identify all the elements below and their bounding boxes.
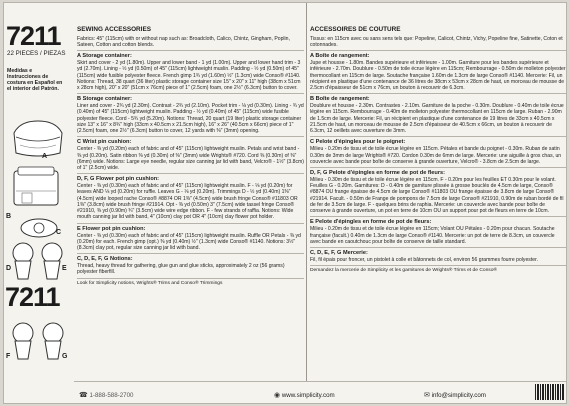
section-title: A Storage container: xyxy=(77,53,132,60)
section-text: Doublure et housse - 2.30m. Contrastes - 2.10m. Garniture de la poche - 0.30m. Doublure - 0.40m de toile écrue légère en 115cm. Rembourrage - 0.40m de molleton polyester thermocollant en 115cm de large. Ruban - 2.90m de 1.5cm de large. Mercerie: Fil, un récipient en plastique d'une contenance de 19 litres de 33cm x 40.5cm x 21.5cm de haut, un morceau de mousse de 2.5cm d'épaisseur de 40.5cm x 66cm, un bouton à recouvrir de 6.3cm, 12 oeillets avec ouverture de 3mm. xyxy=(310,103,564,135)
section-title: D, F, G Pelote d'épingles en forme de pot de fleurs: xyxy=(310,170,445,177)
french-heading: ACCESSOIRES DE COUTURE xyxy=(310,26,401,33)
section-text: Thread, heavy thread for gathering, glue gun and glue sticks, approximately 2 oz (56 grams) polyester fiberfill. xyxy=(77,263,285,276)
french-fabrics: Tissus: en 115cm avec ou sans sens tels que: Popeline, Calicot, Chintz, Vichy, Popeline fine, Satinette, Coton et cotonnades. xyxy=(310,36,566,52)
section-title: C, D, E, F, G Mercerie: xyxy=(310,250,368,257)
figure-b-storage-container-illustration xyxy=(8,163,64,213)
figure-label-a: A xyxy=(42,153,48,160)
section-text: Milieu - 0.20m de tissu et de toile écrue légère en 115cm. Pétales et bande du poignet - 0.30m. Ruban de satin 0.30m de 3mm de large Wrights® #720. Cordon 0.30m de 6mm de large. Mercerie: une aiguille à gros chas, un couvercle avec bande pour boîte de conserve à grande ouverture, Velcro® - 3.8cm de 2.5cm de large. xyxy=(310,146,562,165)
english-fabrics: Fabrics: 45" (115cm) with or without nap such as: Broadcloth, Calico, Chintz, Gingham, Poplin, Sateen, Cotton and cotton blends. xyxy=(77,36,304,52)
pattern-number-repeat: 7211 xyxy=(5,282,60,312)
section-title: C, D, E, F, G Notions: xyxy=(77,256,133,263)
english-section-notions xyxy=(77,256,304,278)
section-text: Fil, fil épais pour froncer, un pistolet à colle et bâtonnets de col, environ 56 grammes fourre polyester. xyxy=(310,256,538,263)
section-title: E Flower pot pin cushion: xyxy=(77,225,146,232)
phone-icon: ☎ xyxy=(79,392,88,399)
website-text: www.simplicity.com xyxy=(281,392,335,399)
french-section-mercerie xyxy=(310,250,566,266)
figure-d-flower-pot-illustration xyxy=(8,241,68,283)
section-text: Skirt and cover - 2 yd (1.80m). Upper and lower band - 1 yd (1.00m). Upper and lower hand trim - 3 yd (2.70m). Lining - ½ yd (0.50m) of 45" (115cm) lightweight muslin. Padding - ½ yd (0.50m) of 45" (115cm) wide fusible polyester fleece. French gimp 1¾ yd (1.60m) ½" (1.3cm) wide Conso® #1140. Notions: Thread, 38 quart (36 liter) plastic storage container size 15" x 20" x 11" high (38cm x 51cm x 28cm high), 20" x 20" (51cm x 76cm) piece of 1" (2.5cm) foam, one 2½" (6.3cm) button to cover. xyxy=(77,60,301,92)
section-text: Liner and cover - 2¾ yd (2.30m). Contrast - 2¾ yd (2.10m). Pocket trim - ⅛ yd (0.30m). Lining - ¾ yd (0.40m) of 45" (115cm) lightweight muslin. Padding - ½ yd (0.40m) of 45" (115cm) wide fusible polyester fleece. Cord - 5¾ yd (5.20m). Notions: Thread, 20 quart (19 liter) plastic storage container size 13" x 16" x 8¾" high (33cm x 40.5cm x 21.5cm high), 16" x 26" (40.5cm x 66cm) piece of 1" (2.5cm) foam, one 2½" (6.3cm) button to cover, 12 yards with ⅜" (3mm) opening. xyxy=(77,103,304,135)
section-text: Milieu - 0.20m de tissu et de toile écrue légère en 115cm; Volant OU Pétales - 0.20m pour chacun. Soutache française (facult.) 0.40m de 1.3cm de large Conso® #1140. Mercerie: un pot de terre de 8.3cm, un couvercle avec bande en caoutchouc pour boîte de conserve de taille standard. xyxy=(310,226,555,245)
section-text: Center - ⅜ yd (0.30m) each of fabric and of 45" (115cm) lightweight muslin. Ruffle OR Petals - ⅜ yd (0.20m) for each. French gimp (opt.) ⅜ yd (0.40m) ½" (1.3cm) wide Conso® #1140. Notions: 3½" (8.3cm) clay pot, regular size canning jar lid with band. xyxy=(77,232,301,252)
english-section-a xyxy=(77,53,304,94)
pieces-count: 22 PIECES / PIEZAS xyxy=(7,50,66,57)
figure-label-d: D xyxy=(6,265,12,272)
section-text: Jupe et housse - 1.80m. Bandes supérieure et inférieure - 1.00m. Garniture pour les bandes supérieure et inférieure - 2.70m. Doublure - 0.50m de toile écrue légère en 115cm; Rembourrage - 0.50m de molleton polyester thermocollant en 115cm de large. Soutache française 1.60m de 1.3cm de large Conso® #1140. Mercerie: Fil, un récipient en plastique d'une contenance de 36 litres de 38cm x 53cm x 28cm de haut, un morceau de mousse de 2.5cm d'épaisseur de 51cm x 76cm, un bouton à recouvrir de 6.3cm. xyxy=(310,60,566,92)
french-section-c xyxy=(310,139,566,168)
french-column xyxy=(306,3,566,381)
pattern-envelope-back xyxy=(3,2,567,404)
figure-f-g-flower-pot-illustration xyxy=(8,321,70,365)
pattern-number: 7211 xyxy=(6,21,61,51)
phone-number xyxy=(79,391,134,399)
figure-c-wrist-pin-cushion-illustration xyxy=(14,215,64,241)
globe-icon: ◉ xyxy=(274,392,281,399)
section-title: A Boîte de rangement: xyxy=(310,53,370,60)
phone-text: 1-888-588-2700 xyxy=(89,392,134,399)
section-title: C Wrist pin cushion: xyxy=(77,139,132,146)
english-heading: SEWING ACCESSORIES xyxy=(77,26,151,33)
section-title: B Storage container: xyxy=(77,96,133,103)
english-section-b xyxy=(77,96,304,137)
english-column xyxy=(77,3,304,381)
french-section-b xyxy=(310,96,566,137)
left-strip xyxy=(4,3,74,404)
french-section-a xyxy=(310,53,566,94)
french-section-e xyxy=(310,219,566,248)
english-section-e xyxy=(77,226,304,255)
section-text: Center - ⅜ yd (0.30m) each of fabric and of 45" (115cm) lightweight muslin. F - ⅛ yd (0.20m) for leaves AND ⅛ yd (0.20m) for ruffle. Leaves G - ⅛ yd (0.20m). Trimmings D - ½ yd (0.40m) 1⅜" (4.5cm) wide looped rache Conso® #8874 OR 1⅜" (4.5cm) wide brush fringe Conso® #11803 OR 1⅜" (3.8cm) wide brush fringe #21914. Opt - ⅜ yd (0.50m) 3" (7.5cm) wide tassel fringe Conso® #21910, ⅜ yd (0.90m) ¾" (3.5cm) wide wire edge ribbon. F - few strands of raffia. Notions: Wide mouth canning jar lid with band, 4" (10cm) clay pot OR 4" (10cm) clay flower pot holder. xyxy=(77,183,298,221)
website-link[interactable] xyxy=(274,391,335,399)
spanish-note: Medidas e Instrucciones de costura en Español en el interior del Patrón. xyxy=(7,68,63,92)
figure-label-f: F xyxy=(6,353,11,360)
english-section-c xyxy=(77,139,304,174)
english-footer: Look for Simplicity notions, Wrights® Trims and Conso® Trimmings xyxy=(77,280,223,286)
figure-label-b: B xyxy=(6,213,12,220)
section-title: C Pelote d'épingles pour le poignet: xyxy=(310,139,406,146)
figure-label-g: G xyxy=(62,353,68,360)
barcode xyxy=(535,384,565,400)
figure-a-storage-container-illustration xyxy=(10,115,66,161)
section-title: D, F, G Flower pot pin cushion: xyxy=(77,176,160,183)
french-footer: Demandez la mercerie de Simplicity et les garnitures de Wrights® Trims et de Conso® xyxy=(310,268,498,274)
section-text: Center - ⅜ yd (0.20m) each of fabric and of 45" (115cm) lightweight muslin. Petals and wrist band - ⅜ yd (0.20m). Satin ribbon ⅜ yd (0.30m) of ⅜" (3mm) wide Wrights® #720. Cord ⅜ (0.30m) of ⅜" (6mm) wide. Notions: Large eye needle, regular size canning jar lid with band, Velcro® - 1½" (3.8cm) of 1" (2.5cm) wide. xyxy=(77,146,304,172)
contact-strip xyxy=(74,381,567,403)
mail-icon: ✉ xyxy=(424,392,430,399)
section-title: B Boîte de rangement: xyxy=(310,96,370,103)
french-section-dfg xyxy=(310,170,566,217)
figure-label-c: C xyxy=(56,229,62,236)
email-link[interactable] xyxy=(424,391,486,399)
email-text: info@simplicity.com xyxy=(431,392,486,399)
english-section-dfg xyxy=(77,176,304,223)
figure-label-e: E xyxy=(62,265,67,272)
section-text: Milieu - 0.30m de tissu et de toile écrue légère en 115cm. F - 0.20m pour les feuilles ET 0.30m pour le volant. Feuilles G - 0.20m. Garnitures: D - 0.40m de garniture plissée à grosse bouclés de 4.5cm de large, Conso® #8874 OU frange épaisse de 4.5cm de large Conso® #11803 OU frange épaisse de 3.8cm de large Conso® #21914. Facult. - 0.50m de Frange de pompons de 7.5cm de large Conso® #21910, 0.90m de ruban bordé de fil de fer de 3.5cm de large. F - quelques brins de raphia. Mercerie: un couvercle avec bande pour boîte de conserve à grande ouverture, un pot en terre de 10cm OU un support pour pot de fleurs en terre de 10cm. xyxy=(310,176,564,215)
section-title: E Pelote d'épingles en forme de pot de fleurs: xyxy=(310,219,432,226)
